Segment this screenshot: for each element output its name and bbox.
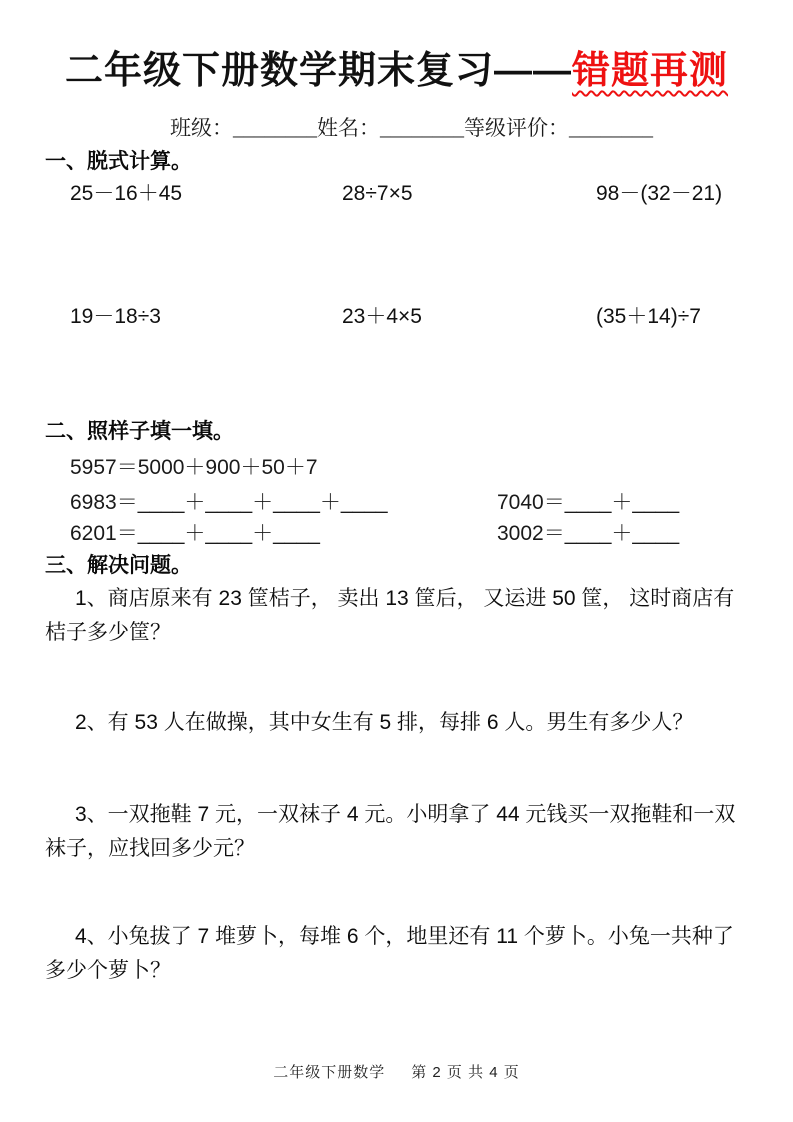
expression-cell: 28÷7×5 (342, 182, 413, 206)
footer-page-number: 第 2 页 共 4 页 (411, 1064, 520, 1081)
fill-blank-line: 6201＝____＋____＋____ (70, 522, 320, 546)
word-problem-2: 2、有 53 人在做操，其中女生有 5 排，每排 6 人。男生有多少人？ (75, 711, 694, 735)
page-title (45, 46, 748, 96)
expression-cell: (35＋14)÷7 (596, 305, 701, 329)
fill-blank-line: 3002＝____＋____ (497, 522, 680, 546)
class-label: 班级： (170, 116, 233, 141)
expression-cell: 25－16＋45 (70, 182, 183, 206)
expression-cell: 23＋4×5 (342, 305, 422, 329)
expression-row-2 (45, 303, 748, 331)
word-problem-3: 3、一双拖鞋 7 元，一双袜子 4 元。小明拿了 44 元钱买一双拖鞋和一双袜子，应找回多少元？ (45, 803, 736, 861)
section2-fill-rows (45, 487, 748, 549)
name-blank: ________ (380, 116, 464, 141)
fill-blank-line: 6983＝____＋____＋____＋____ (70, 491, 388, 515)
expression-cell: 19－18÷3 (70, 305, 161, 329)
section2-example: 5957＝5000＋900＋50＋7 (70, 456, 318, 480)
word-problem-1: 1、商店原来有 23 筐桔子， 卖出 13 筐后， 又运进 50 筐， 这时商店有桔子多少筐？ (45, 587, 735, 645)
expression-cell: 98－(32－21) (596, 182, 723, 206)
fill-row-2 (45, 518, 748, 549)
section2-heading: 二、照样子填一填。 (45, 420, 234, 444)
name-label: 姓名： (317, 116, 380, 141)
expression-row-1 (45, 180, 748, 208)
class-blank: ________ (233, 116, 317, 141)
section1-heading: 一、脱式计算。 (45, 150, 192, 174)
footer-book-label: 二年级下册数学 (273, 1064, 386, 1081)
grade-blank: ________ (569, 116, 653, 141)
page-footer (0, 1061, 793, 1082)
page-title-black: 二年级下册数学期末复习—— (64, 50, 572, 92)
fill-row-1 (45, 487, 748, 518)
student-info-line (45, 112, 748, 142)
word-problem-4: 4、小兔拔了 7 堆萝卜，每堆 6 个，地里还有 11 个萝卜。小兔一共种了多少个萝卜？ (45, 925, 734, 983)
grade-label: 等级评价： (464, 116, 569, 141)
page-title-red-highlight: 错题再测 (572, 50, 729, 92)
fill-blank-line: 7040＝____＋____ (497, 491, 680, 515)
section3-heading: 三、解决问题。 (45, 554, 192, 578)
